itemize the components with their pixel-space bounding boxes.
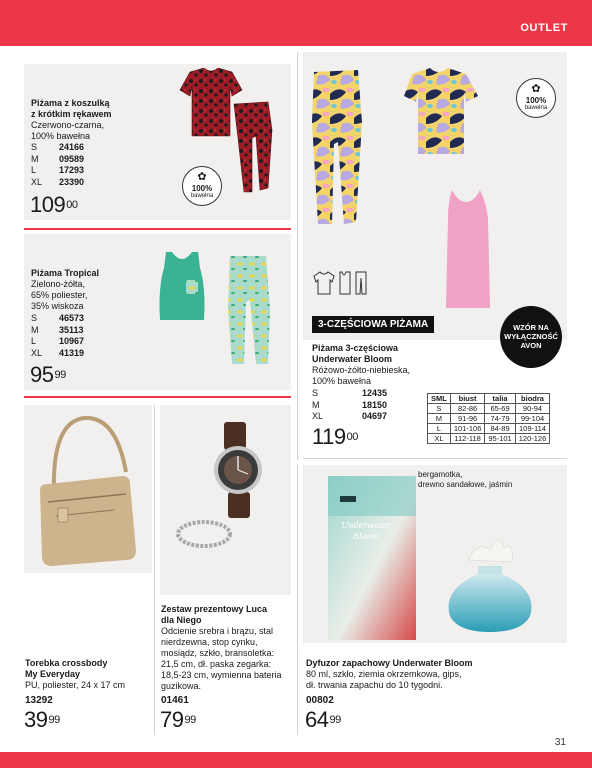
product2-codes <box>31 313 84 359</box>
code-row: M 18150 <box>312 399 388 410</box>
divider-vertical <box>297 465 298 735</box>
code-row: XL 23390 <box>31 176 85 187</box>
size-table-row: M 91-96 74-79 99-104 <box>428 414 550 424</box>
product5-description: Odcienie srebra i brązu, stal nierdzewna, stop cynku, mosiądz, szkło, bransoletka: 21,5 cm, dł. paska zegarka: 18,5-23 cm, wymienna bateria guzikowa. <box>161 626 282 691</box>
top-banner <box>0 0 592 46</box>
product1-description: Czerwono-czarna, 100% bawełna <box>31 120 105 141</box>
product2-name: Piżama Tropical <box>31 268 100 278</box>
product2-description: Zielono-żółta, 65% poliester, 35% wiskoza <box>31 279 88 311</box>
product1-codes <box>31 142 84 188</box>
product1-price: $109^{00}$ <box>30 192 78 217</box>
product6-price: $64^{99}$ <box>305 707 341 732</box>
size-table-row: XL 112-118 95-101 120-126 <box>428 434 550 444</box>
divider <box>24 228 291 230</box>
divider-vertical <box>154 405 155 735</box>
code-row: S 12435 <box>312 388 388 398</box>
product1-name: Piżama z koszulką z krótkim rękawem <box>31 98 112 119</box>
product3-codes <box>312 388 387 423</box>
cotton-flower-icon: ✿ <box>197 171 207 183</box>
outlet-label: OUTLET <box>520 22 568 34</box>
code-row: S 46573 <box>31 313 85 323</box>
product3-description: Różowo-żółto-niebieska, 100% bawełna <box>312 365 411 386</box>
product5-code: 01461 <box>161 695 189 706</box>
product3-price: $119^{00}$ <box>312 424 358 449</box>
cotton-badge: ✿ 100% bawełna <box>182 166 222 206</box>
page-number: 31 <box>554 737 566 748</box>
product2-price: $95^{99}$ <box>30 362 66 387</box>
product3-name: Piżama 3-częściowa Underwater Bloom <box>312 343 399 364</box>
product3-pajama-image <box>306 62 524 314</box>
product6-box-text: Underwater Bloom <box>341 521 391 541</box>
code-row: M 35113 <box>31 324 84 335</box>
product4-price: $39^{99}$ <box>24 707 60 732</box>
product6-name: Dyfuzor zapachowy Underwater Bloom <box>306 658 473 668</box>
product4-name: Torebka crossbody My Everyday <box>25 658 108 679</box>
product6-description: 80 ml, szkło, ziemia okrzemkowa, gips, dł. trwania zapachu do 10 tygodni. <box>306 669 462 690</box>
size-table <box>427 393 550 444</box>
code-row: M 09589 <box>31 153 85 164</box>
product3-label: 3-CZĘŚCIOWA PIŻAMA <box>312 316 434 333</box>
cotton-badge: ✿ 100% bawełna <box>516 78 556 118</box>
bottom-banner <box>0 752 592 768</box>
cotton-flower-icon: ✿ <box>531 83 541 95</box>
code-row: L 17293 <box>31 165 85 175</box>
code-row: XL 41319 <box>31 347 85 358</box>
code-row: L 10967 <box>31 336 85 346</box>
product4-description: PU, poliester, 24 x 17 cm <box>25 680 126 690</box>
size-table-header: SML biust talia biodra <box>428 394 550 404</box>
product5-name: Zestaw prezentowy Luca dla Niego <box>161 604 268 625</box>
divider <box>24 396 291 398</box>
product4-bag-image <box>34 412 142 568</box>
divider <box>303 458 567 459</box>
product4-code: 13292 <box>25 695 53 706</box>
product6-code: 00802 <box>306 695 334 706</box>
product2-pajama-image <box>152 248 284 372</box>
size-table-row: S 82-86 65-69 90-94 <box>428 404 550 414</box>
exclusive-badge: WZÓR NA WYŁĄCZNOŚĆ AVON <box>500 306 562 368</box>
product5-watch-image <box>168 416 286 576</box>
size-table-row: L 101-106 84-89 109-114 <box>428 424 550 434</box>
product6-scent-notes: bergamotka, drewno sandałowe, jaśmin <box>418 470 513 489</box>
product5-price: $79^{99}$ <box>160 707 196 732</box>
divider-vertical <box>297 52 298 460</box>
product6-diffuser-image <box>318 470 558 642</box>
code-row: XL 04697 <box>312 411 388 421</box>
code-row: S 24166 <box>31 142 85 152</box>
